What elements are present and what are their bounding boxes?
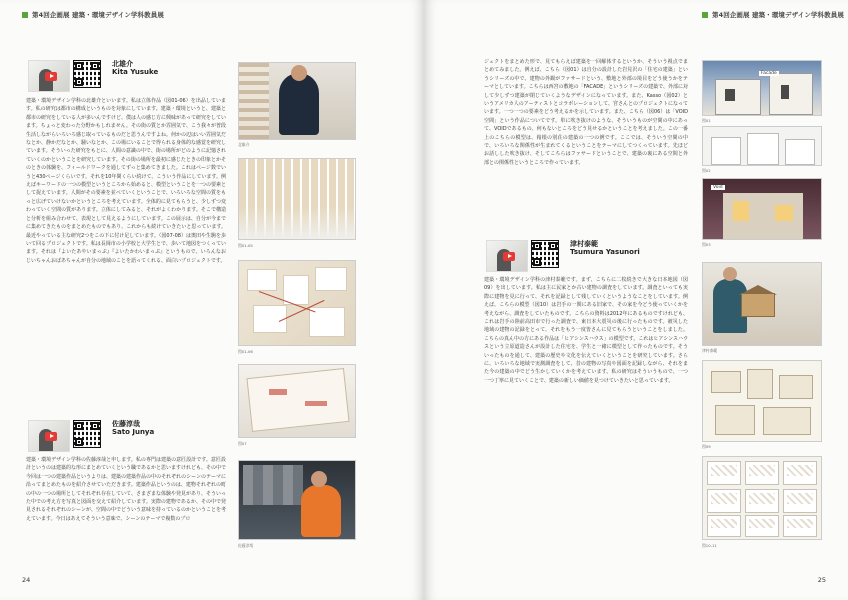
page-number: 25 bbox=[817, 576, 826, 584]
page-number: 24 bbox=[22, 576, 31, 584]
header-title: 第4回企画展 建築・環境デザイン学科教員展 bbox=[32, 11, 164, 19]
photo-map-display bbox=[238, 364, 356, 438]
caption: 津村泰範 bbox=[702, 348, 718, 353]
kita-profile bbox=[28, 60, 158, 92]
kita-video-thumbnail[interactable] bbox=[28, 60, 70, 92]
right-page bbox=[424, 0, 848, 600]
sato-name-en: Sato Junya bbox=[112, 428, 155, 437]
tsumura-qr-code bbox=[531, 240, 559, 268]
tsumura-profile bbox=[486, 240, 640, 272]
tsumura-name-en: Tsumura Yasunori bbox=[570, 248, 640, 257]
caption: 図09 bbox=[702, 444, 711, 449]
kita-qr-code bbox=[73, 60, 101, 88]
facade-label: Facade bbox=[761, 71, 777, 76]
photo-sketch-cards bbox=[702, 456, 822, 540]
tsumura-video-thumbnail[interactable] bbox=[486, 240, 528, 272]
caption: 図10-11 bbox=[702, 543, 717, 548]
sato-continued-text: ジェクトをまとめた形で、見てもらえば建築を一回解体するというか、そういう視点でまとめてみました。例えば、こちら（図01）は自分の設計した岩見沢の「住宅の建築」というシリーズの中で、建物の外観がファサードという、敷地と外部の境目をどう使うかをテーマとしています。こちらは西宮の敷地の「FACADE」というシリーズの建築で、外部に対して少しずつ建築が閉じていくようなデザインになっています。また、Kasso（図02）というアメリカ人のアーティストとコラボレーションして、宮さんとのプロジェクトになっています。一つ一つの要素をどう考えるかを示しています。また、こちら（図06）は「VOID空間」という作品についてです。単に吹き抜けのような、そういうものが空間の中にあって、VOIDであるもの、何もないところをどう見せるかということを考えました。この一番上のこちらの模型は、箱根の別荘の建築の一つの例です。ここでは、そういう空間の中で、いろいろな関係性が生まれてくるということをテーマにしてつくっています。先ほどお話しした吹き抜け、そしてこちらはファサードということで、建築の裏にある空間と外部との関係性というところで作っています。 bbox=[484, 59, 688, 166]
sato-qr-code bbox=[73, 420, 101, 448]
play-icon[interactable] bbox=[45, 432, 57, 441]
caption: 図03 bbox=[702, 242, 711, 247]
photo-white-buildings bbox=[702, 126, 822, 166]
play-icon[interactable] bbox=[45, 72, 57, 81]
left-header bbox=[22, 10, 164, 19]
header-title: 第4回企画展 建築・環境デザイン学科教員展 bbox=[712, 11, 844, 19]
caption: 北雄介 bbox=[238, 142, 250, 147]
photo-pinboard bbox=[238, 260, 356, 346]
void-label: Void bbox=[713, 185, 723, 190]
caption: 図01-06 bbox=[238, 349, 253, 354]
tsumura-name-jp: 津村泰範 bbox=[570, 240, 598, 248]
caption: 図01 bbox=[702, 118, 711, 123]
sato-profile bbox=[28, 420, 154, 452]
photo-kita-portrait bbox=[238, 62, 356, 140]
sato-video-thumbnail[interactable] bbox=[28, 420, 70, 452]
photo-tsumura-with-model bbox=[702, 262, 822, 346]
caption: 図07 bbox=[238, 441, 247, 446]
caption: 図01-05 bbox=[238, 243, 253, 248]
sato-name-jp: 佐藤淳哉 bbox=[112, 420, 140, 428]
caption: 佐藤淳哉 bbox=[238, 543, 254, 548]
photo-box-installation bbox=[238, 158, 356, 240]
tsumura-body-text: 建築・環境デザイン学科の津村泰範です。まず、こちらに二枚続きで大きな日本地図（図09）を出しています。私は主に民家とか古い建物の調査をしています。調査といっても実際に建物を見に行って、それを記録として残していくというようなことをしています。例えば、こちらの模型（図10）は岩手の一関にある旧家で、その家を今どう使っていくかを考えながら、調査をしていたものです。こちらの資料は2012年にあるものですけれども、これは岩手の陸前高田市で行った調査で、東日本大震災の後に行ったものです。被災した地域の建物の記録をとって、それをもう一度皆さんに見てもらうということをしました。こちらの真ん中の方にある作品は「ヒアシンスハウス」の模型です。これはヒアシンスハウスという立原道造さんが設計した住宅を、学生と一緒に模型として作ったものです。そういったものを通して、建築の歴史や文化を伝えていくということを研究しています。さらに、いろいろな地域で実測調査をして、昔の建物の写真や図面を記録しながら、それをまた今の建築の中でどう生かしていくかを考えています。私の研究はそういうもので、一つ一つ丁寧に見ていくことで、建築の新しい価値を見つけていきたいと思っています。 bbox=[484, 277, 688, 384]
right-header bbox=[702, 10, 844, 19]
header-bullet bbox=[22, 12, 28, 18]
photo-void-space bbox=[702, 178, 822, 240]
photo-historic-map bbox=[702, 360, 822, 442]
photo-facade-house bbox=[702, 60, 822, 116]
caption: 図02 bbox=[702, 168, 711, 173]
play-icon[interactable] bbox=[503, 252, 515, 261]
sato-body-text: 建築・環境デザイン学科の佐藤淳哉と申します。私の専門は建築の意匠設計です。意匠設計というのは建築的な形にまとめていくという職であるかと思いますけれども、その中で今回は一つの建築作品というよりは、建築の建築作品の中のそれぞれのシーンのテーマに沿ってまとめたものを紹介させていただきます。建築作品というのは、建物それぞれの町の中の一つの場所としてそれぞれ存在していて、さまざまな体験や発見があり、そういった中での考え方を写真と図面を交えて紹介しています。実際の建物であるか、その中で発見されるそれぞれのシーンが、空間の中でどういう意味を持っているのかということを考えています。今日はあえてそういう意味で、シーンのテーマで複数のプロ bbox=[26, 457, 226, 522]
kita-name-jp: 北雄介 bbox=[112, 60, 133, 68]
photo-sato-presentation bbox=[238, 460, 356, 540]
header-bullet bbox=[702, 12, 708, 18]
kita-body-text: 建築・環境デザイン学科の北雄介といいます。私は立体作品（図01-06）を出品しています。私の研究は都市の構成というものを対象にしています。建築・環境というと、建築と都市の研究をしている人が多いんですけど、僕は人の感じ方に興味があって研究をしています。ちょっと変わった分野かもしれません。その街の質とか雰囲気で、こう我々が普段生活しながらいろいろ感じ取っているものだと思うんですよね。何かの辺はいい雰囲気だなとか、静かだなとか、騒いなとか、この場にいることで得られる身体的な感覚を研究しています。そういった研究をもとに、人間の意識の中で、街の場所がどのように記憶されていくのかということを研究しています。その街の場所を最初に感じたときの印象とかそのときの体験を、フィールドワークを通してずっと集めてきました。これはページ数でいうと430ページくらいです。それを10年間くらい続けて、こういう作品にしています。例えばキーワードの一つの模型というところから始めると、模型ということを一つの要素として捉えています。人間がその要素を並べていくということで、いろいろな空間の質をもっと広げていけないかというところを考えています。全体的に見てもらうと、少しずつ変わっていく空間の質があります。立体にしてみると、それがよくわかります。そこで構造と分析を組み合わせて、表現として見えるようにしています。この展示は、自分が今までに集めてきたものをまとめたものでもあり、これからも続けていきたいと思っています。最近やっている主な研究2つをこの下に付け足しています。（図07-08）は奥田や生駒を歩いて回るプロジェクトです。私は長岡市の小学校と大学生とで、歩いて地図をつくっています。それは『よいたあやいまっぷ』『よいたかわいまっぷ』というもので、いろんなおじいちゃんおばあちゃんが自分の地域のことを語ってくれる、面白いプロジェクトです。 bbox=[26, 98, 226, 264]
kita-name-en: Kita Yusuke bbox=[112, 68, 159, 77]
